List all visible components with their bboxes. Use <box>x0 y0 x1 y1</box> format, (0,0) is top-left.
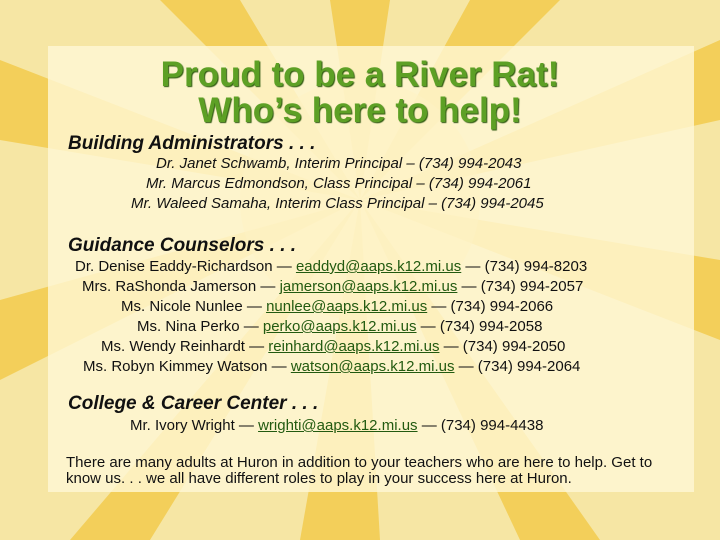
administrators-heading: Building Administrators . . . <box>68 133 316 154</box>
administrator-2: Mr. Marcus Edmondson, Class Principal – (734) 994-2061 <box>146 175 532 192</box>
career-center-heading: College & Career Center . . . <box>68 393 319 414</box>
career-email-link[interactable]: wrighti@aaps.k12.mi.us <box>258 417 418 434</box>
counselor-row <box>137 318 542 335</box>
counselor-name: Mrs. RaShonda Jamerson — <box>82 278 280 295</box>
counselor-phone: — (734) 994-2058 <box>416 318 543 335</box>
career-phone: — (734) 994-4438 <box>417 417 544 434</box>
counselor-phone: — (734) 994-2050 <box>439 338 566 355</box>
closing-note: There are many adults at Huron in addition to your teachers who are here to help. Get to know us. . . we all have different roles to play in your success here at Huron. <box>66 454 653 487</box>
counselor-name: Ms. Nina Perko — <box>137 318 263 335</box>
counselor-row <box>83 358 580 375</box>
counselor-email-link[interactable]: watson@aaps.k12.mi.us <box>290 358 455 375</box>
counselor-email-link[interactable]: nunlee@aaps.k12.mi.us <box>266 298 428 315</box>
counselor-phone: — (734) 994-2057 <box>457 278 584 295</box>
counselor-row <box>121 298 553 315</box>
counselor-email-link[interactable]: reinhard@aaps.k12.mi.us <box>268 338 440 355</box>
counselor-phone: — (734) 994-2066 <box>427 298 554 315</box>
counselor-name: Ms. Robyn Kimmey Watson — <box>83 358 291 375</box>
counselor-row <box>101 338 565 355</box>
counselors-heading: Guidance Counselors . . . <box>68 235 297 256</box>
counselor-email-link[interactable]: jamerson@aaps.k12.mi.us <box>279 278 458 295</box>
counselor-phone: — (734) 994-2064 <box>454 358 581 375</box>
counselor-email-link[interactable]: eaddyd@aaps.k12.mi.us <box>295 258 462 275</box>
administrator-3: Mr. Waleed Samaha, Interim Class Principal – (734) 994-2045 <box>131 195 544 212</box>
title-line-1: Proud to be a River Rat! <box>160 55 560 94</box>
counselor-email-link[interactable]: perko@aaps.k12.mi.us <box>262 318 417 335</box>
counselor-name: Ms. Wendy Reinhardt — <box>101 338 269 355</box>
title-line-2: Who’s here to help! <box>198 91 522 130</box>
career-center-row <box>130 417 543 434</box>
administrator-1: Dr. Janet Schwamb, Interim Principal – (734) 994-2043 <box>156 155 522 172</box>
counselor-name: Dr. Denise Eaddy-Richardson — <box>75 258 296 275</box>
counselor-phone: — (734) 994-8203 <box>461 258 588 275</box>
counselor-row <box>82 278 583 295</box>
career-name: Mr. Ivory Wright — <box>130 417 259 434</box>
counselor-name: Ms. Nicole Nunlee — <box>121 298 267 315</box>
counselor-row <box>75 258 587 275</box>
